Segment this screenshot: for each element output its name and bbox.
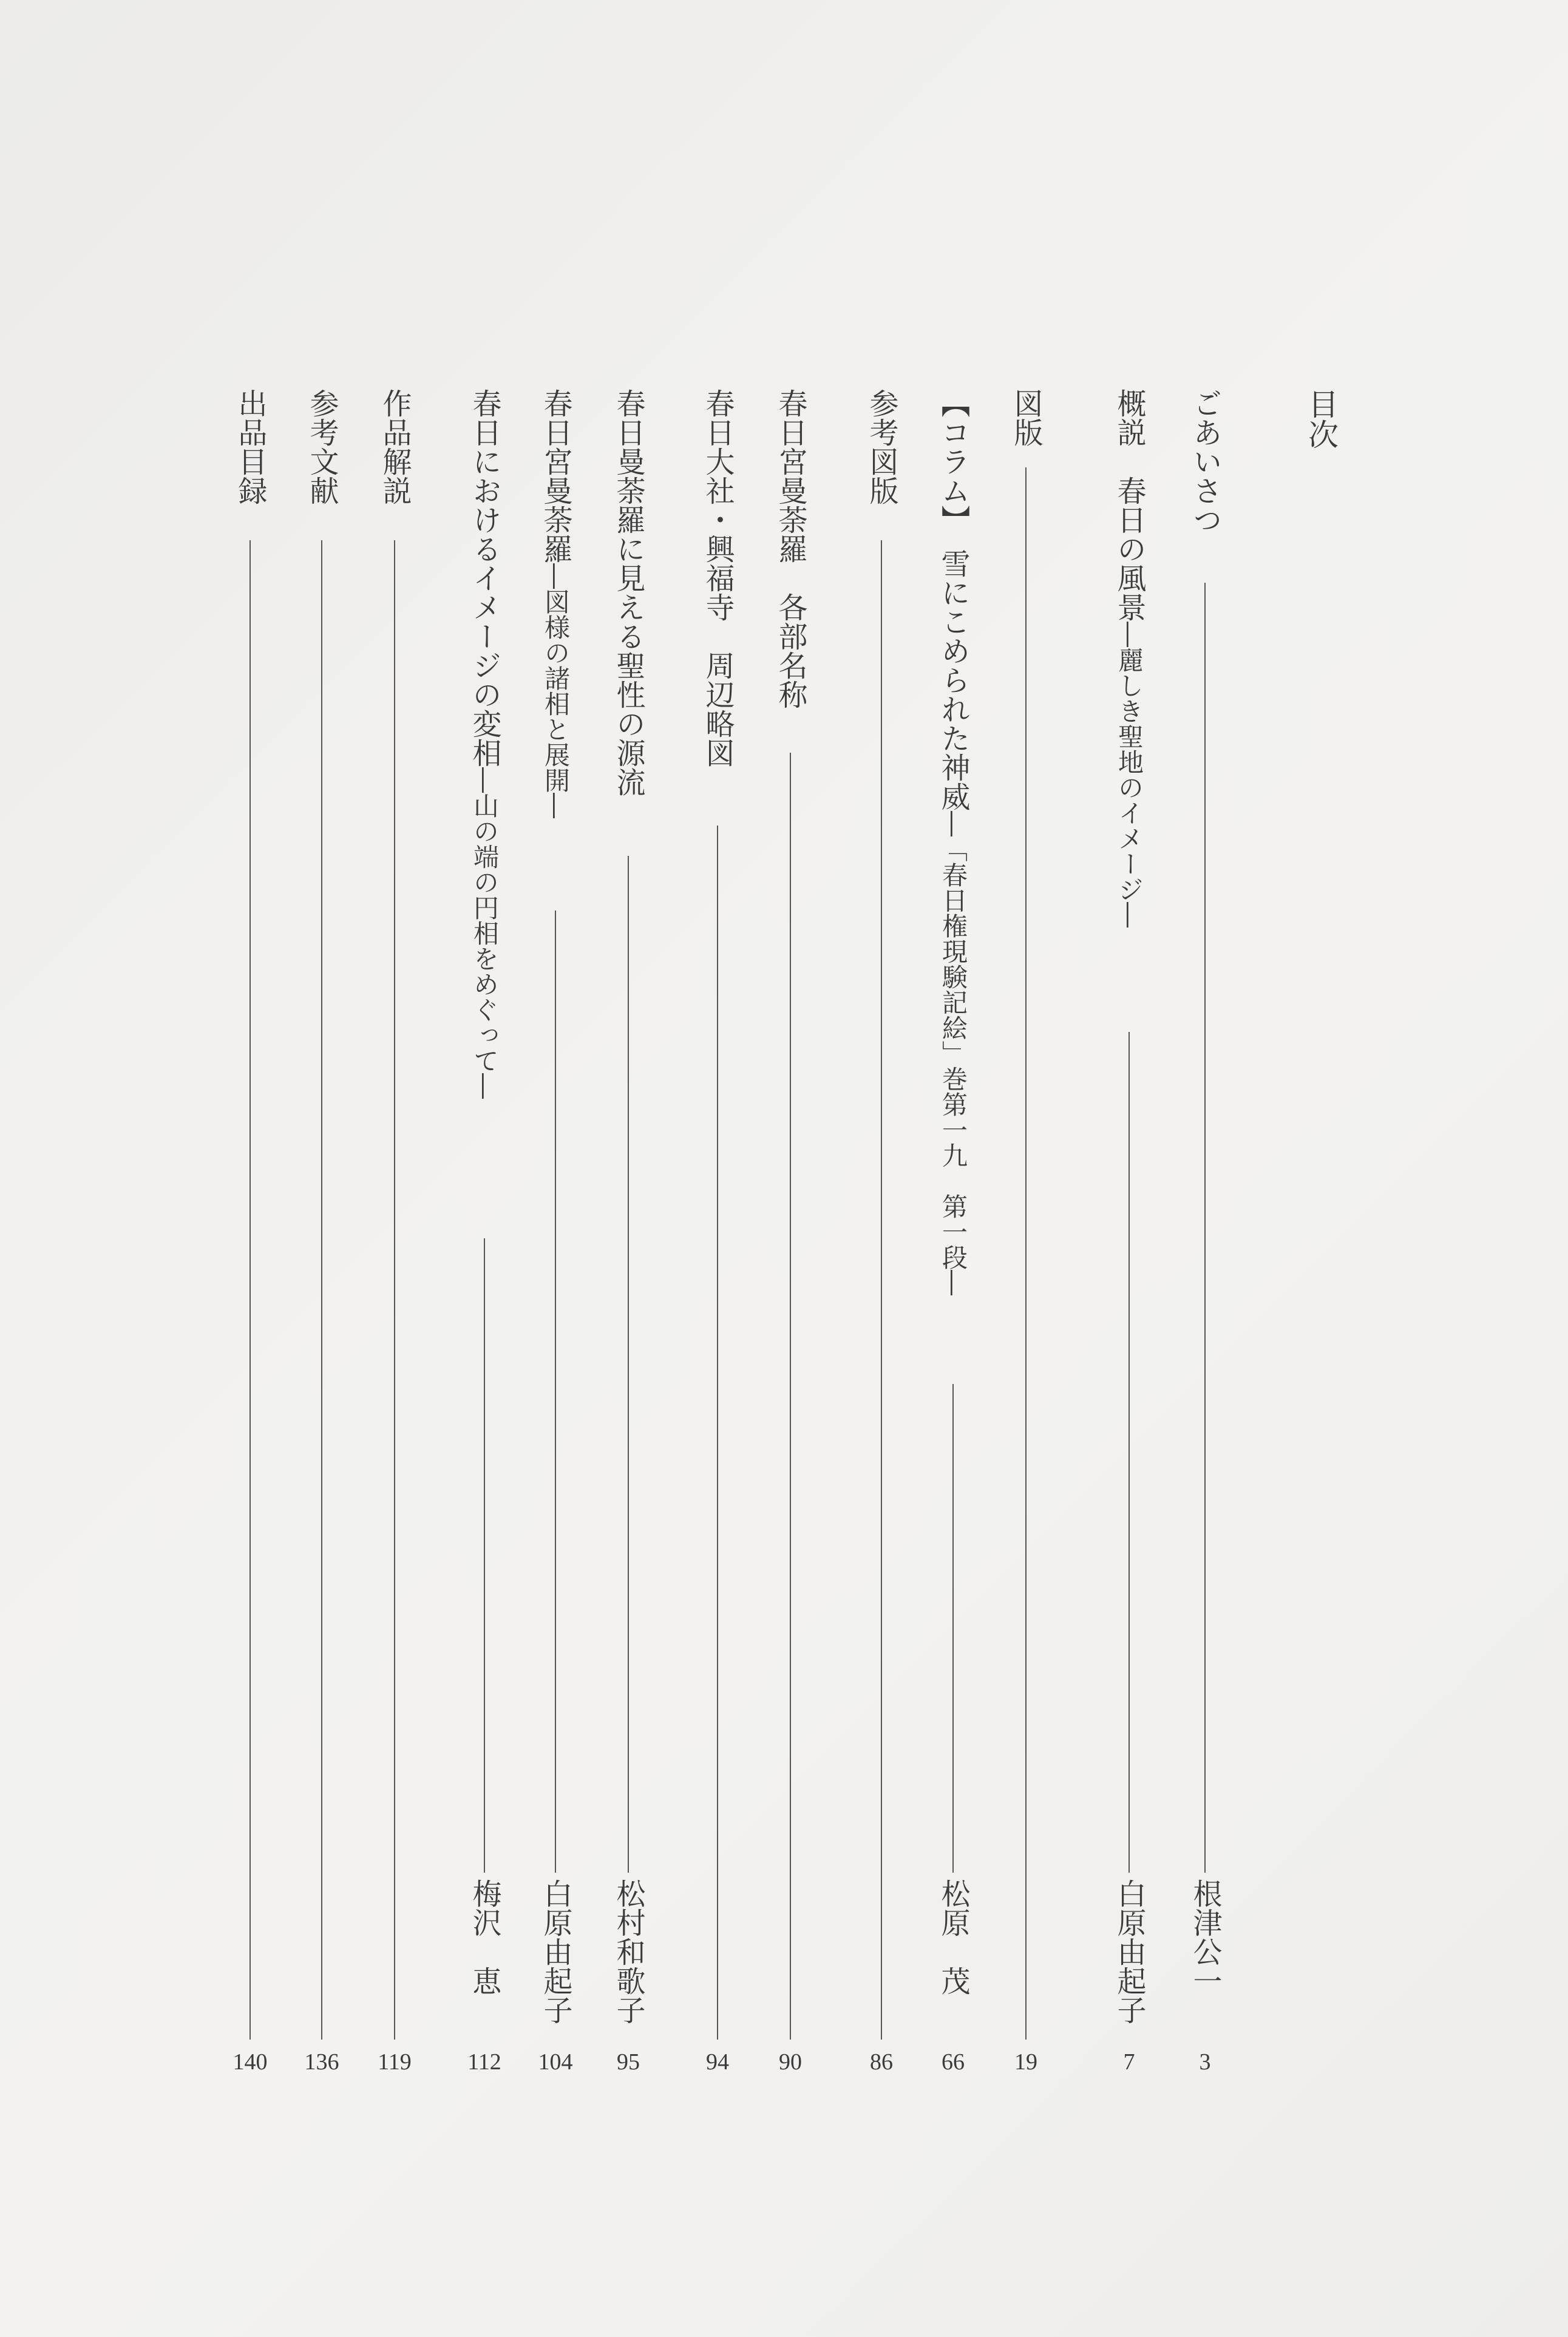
toc-entry-exhibit-list[interactable] [232, 388, 268, 2088]
entry-page-number: 7 [1123, 2049, 1135, 2075]
entry-page-number: 90 [779, 2049, 802, 2075]
leader-line [790, 753, 791, 2040]
toc-entry-column[interactable] [935, 388, 971, 2088]
leader-line [321, 540, 322, 2040]
entry-title: 出品目録 [233, 388, 267, 505]
entry-title: ごあいさつ [1188, 388, 1222, 534]
entry-author: 白原由起子 [1112, 1879, 1146, 2024]
entry-page-number: 104 [538, 2049, 573, 2075]
leader-line [1128, 1032, 1130, 1873]
leader-line [1204, 583, 1206, 1873]
entry-page-number: 140 [232, 2049, 268, 2075]
toc-entry-sacredness-origins[interactable] [610, 388, 647, 2088]
entry-author: 梅沢 恵 [467, 1879, 501, 1995]
entry-page-number: 119 [378, 2049, 412, 2075]
entry-title: 春日大社・興福寺 周辺略図 [701, 388, 735, 767]
leader-line [952, 1384, 954, 1873]
toc-entry-overview[interactable] [1111, 388, 1147, 2088]
toc-entry-reference-plates[interactable] [863, 388, 900, 2088]
toc-heading: 目次 [1303, 388, 1339, 449]
entry-page-number: 66 [942, 2049, 965, 2075]
toc-entry-shrine-mandala[interactable] [537, 388, 574, 2088]
entry-title: 参考図版 [864, 388, 898, 505]
leader-line [881, 540, 882, 2040]
entry-author: 白原由起子 [538, 1879, 572, 2024]
entry-author: 根津公一 [1188, 1879, 1222, 1995]
entry-author: 松原 茂 [936, 1879, 970, 1995]
entry-title: 春日におけるイメージの変相―山の端の円相をめぐって― [467, 388, 501, 1099]
entry-title: 春日宮曼荼羅 各部名称 [773, 388, 807, 709]
leader-line [628, 856, 629, 1873]
entry-page-number: 19 [1014, 2049, 1037, 2075]
entry-title: 【コラム】 雪にこめられた神威―「春日権現験記絵」巻第一九 第一段― [936, 388, 970, 1295]
leader-line [249, 540, 251, 2040]
leader-line [555, 911, 556, 1873]
entry-page-number: 95 [617, 2049, 640, 2075]
entry-title: 概説 春日の風景―麗しき聖地のイメージ― [1112, 388, 1146, 928]
leader-line [717, 826, 718, 2040]
toc-entry-area-map[interactable] [699, 388, 736, 2088]
entry-title: 春日宮曼荼羅―図様の諸相と展開― [538, 388, 572, 818]
entry-title: 作品解説 [378, 388, 412, 505]
entry-page-number: 3 [1199, 2049, 1211, 2075]
entry-author: 松村和歌子 [611, 1879, 645, 2024]
leader-line [484, 1238, 485, 1873]
leader-line [394, 540, 395, 2040]
entry-title: 春日曼荼羅に見える聖性の源流 [611, 388, 645, 796]
toc-entry-greeting[interactable] [1187, 388, 1223, 2088]
entry-title: 図版 [1009, 388, 1043, 447]
entry-page-number: 136 [304, 2049, 339, 2075]
entry-page-number: 94 [706, 2049, 729, 2075]
entry-title: 参考文献 [305, 388, 339, 505]
entry-page-number: 112 [467, 2049, 501, 2075]
toc-entry-bibliography[interactable] [304, 388, 340, 2088]
toc-entry-plates[interactable] [1008, 388, 1044, 2088]
toc-entry-image-transformation[interactable] [466, 388, 503, 2088]
leader-line [1025, 467, 1027, 2040]
toc-entry-part-names[interactable] [772, 388, 809, 2088]
toc-entry-catalogue-notes[interactable] [376, 388, 413, 2088]
entry-page-number: 86 [870, 2049, 893, 2075]
